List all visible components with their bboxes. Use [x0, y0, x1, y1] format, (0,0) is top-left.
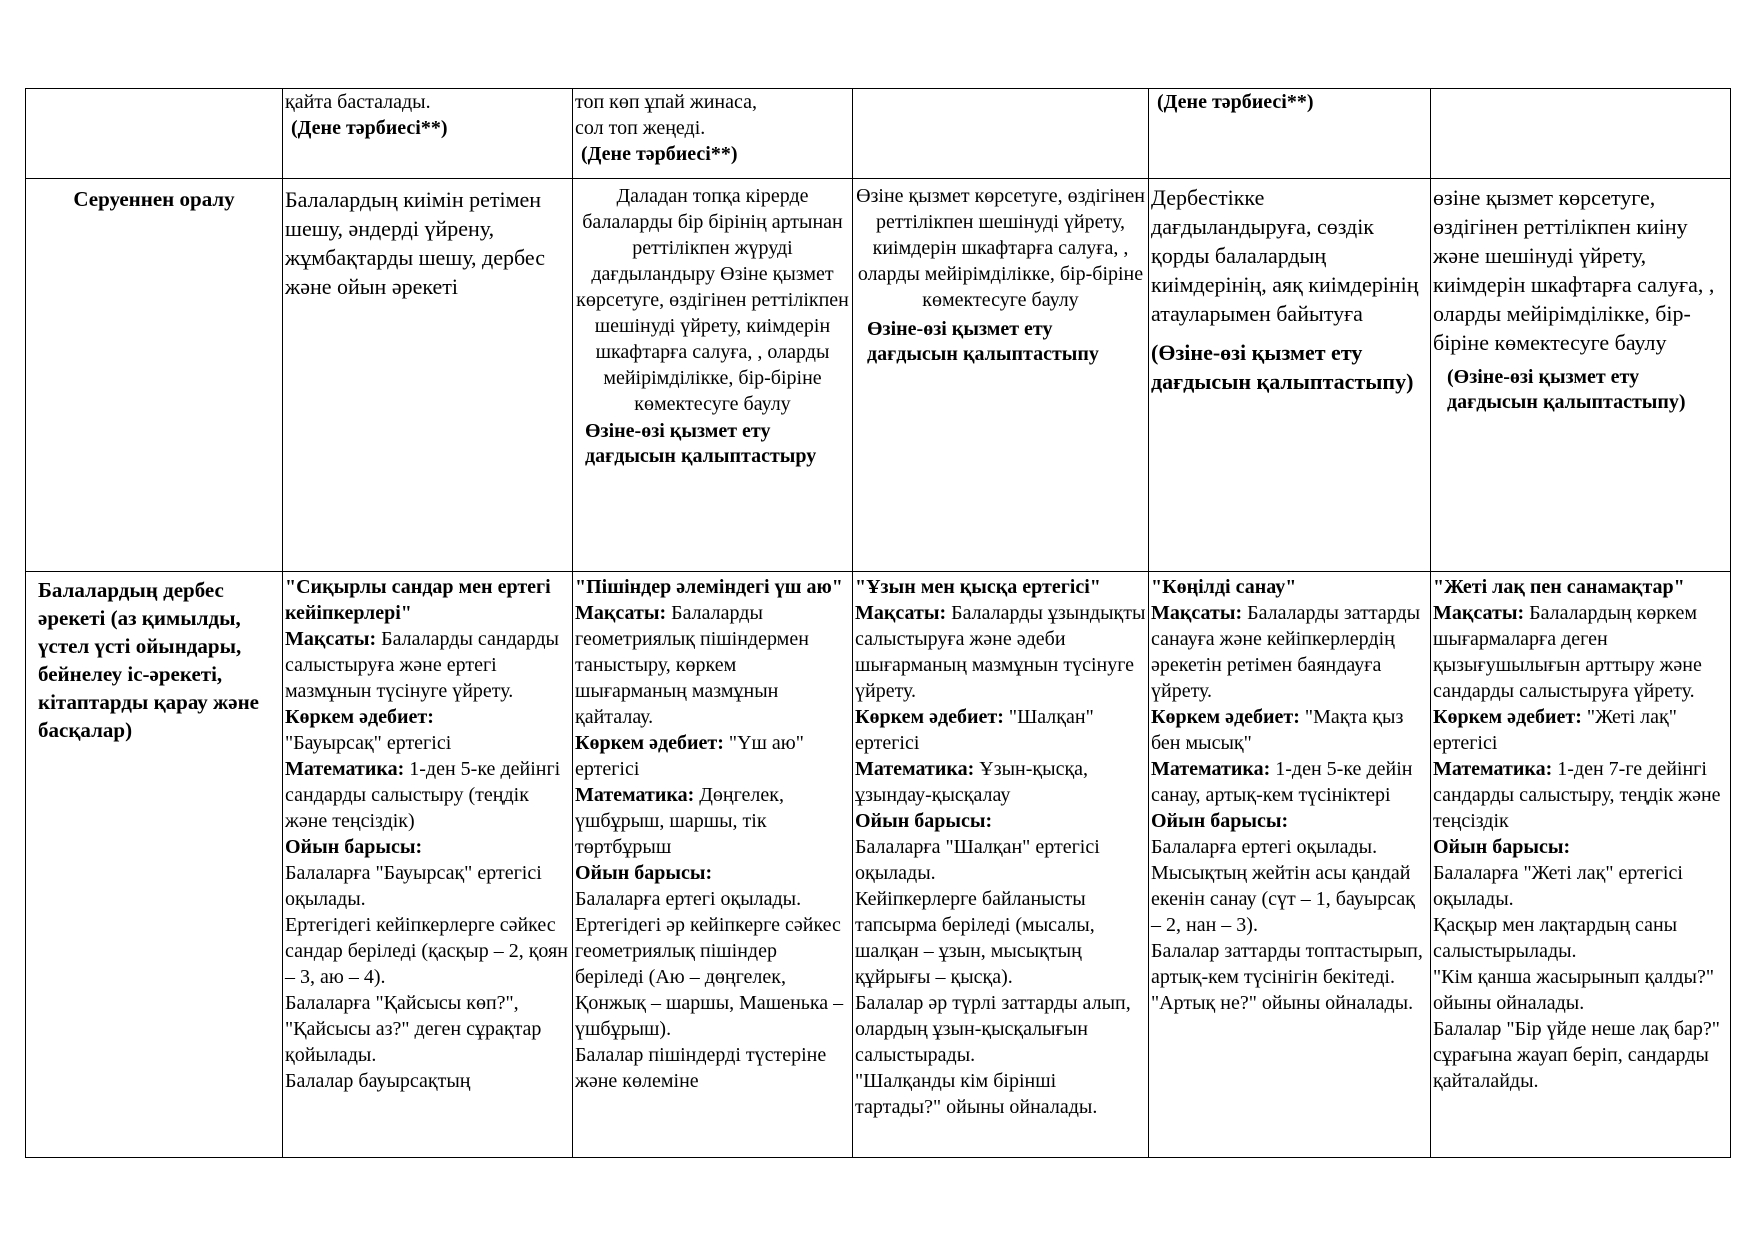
play-line: Балаларға ертегі оқылады. — [1151, 836, 1378, 858]
play-line: "Шалқанды кім бірінші тартады?" ойыны ойналады. — [855, 1070, 1098, 1118]
activity-title: "Жеті лақ пен санамақтар" — [1433, 576, 1685, 598]
activity-cell — [1431, 572, 1731, 1158]
activity-cell — [283, 572, 573, 1158]
play-line: "Артық не?" ойыны ойналады. — [1151, 992, 1414, 1014]
table-row — [26, 179, 1731, 572]
cell-text: Дербестікке дағдыландыруға, сөздік қорды балалардың киімдерінің, аяқ киімдерінің атауларымен байытуға — [1151, 185, 1419, 326]
literature-label: Көркем әдебиет: — [855, 706, 1004, 728]
cell-note: (Өзіне-өзі қызмет ету дағдысын қалыптастыпу) — [1447, 366, 1686, 413]
play-line: Ертегідегі кейіпкерлерге сәйкес сандар беріледі (қасқыр – 2, қоян – 3, аю – 4). — [285, 914, 568, 988]
literature-text: "Шалқан" ертегісі — [855, 706, 1094, 754]
math-text: 1-ден 5-ке дейін санау, артық-кем түсініктері — [1151, 758, 1413, 806]
goal-text: Балаларды заттарды санауға және кейіпкерлердің әрекетін ретімен баяндауға үйрету. — [1151, 602, 1421, 702]
play-line: Балаларға "Қайсысы көп?", "Қайсысы аз?" деген сұрақтар қойылады. — [285, 992, 542, 1066]
math-label: Математика: — [285, 758, 405, 780]
play-line: Балалар заттарды топтастырып, артық-кем түсінігін бекітеді. — [1151, 940, 1423, 988]
play-line: Ертегідегі әр кейіпкерге сәйкес геометриялық пішіндер беріледі (Аю – дөңгелек, Қонжық – шаршы, Машенька – үшбұрыш). — [575, 914, 844, 1040]
literature-text: "Жеті лақ" ертегісі — [1433, 706, 1677, 754]
play-line: Кейіпкерлерге байланысты тапсырма беріледі (мысалы, шалқан – ұзын, мысықтың құйрығы – қысқа). — [855, 888, 1095, 988]
literature-text: "Үш аю" ертегісі — [575, 732, 804, 780]
table-cell — [853, 179, 1149, 572]
table-cell — [283, 89, 573, 179]
cell-note: Өзіне-өзі қызмет ету дағдысын қалыптастыпу — [867, 318, 1099, 365]
math-text: Дөңгелек, үшбұрыш, шаршы, тік төртбұрыш — [575, 784, 785, 858]
cell-text: Балалардың киімін ретімен шешу, әндерді үйрену, жұмбақтарды шешу, дербес және ойын әрекеті — [285, 187, 545, 299]
literature-label: Көркем әдебиет: — [575, 732, 724, 754]
table-cell — [1431, 89, 1731, 179]
table-cell — [1431, 179, 1731, 572]
cell-text: топ көп ұпай жинаса, — [575, 91, 757, 113]
cell-text: сол топ жеңеді. — [575, 117, 706, 139]
goal-label: Мақсаты: — [1433, 602, 1525, 624]
goal-label: Мақсаты: — [285, 628, 377, 650]
activity-cell — [853, 572, 1149, 1158]
literature-label: Көркем әдебиет: — [1151, 706, 1300, 728]
cell-note: Өзіне-өзі қызмет ету дағдысын қалыптастыру — [585, 420, 817, 467]
play-label: Ойын барысы: — [1151, 810, 1289, 832]
math-text: Ұзын-қысқа, ұзындау-қысқалау — [855, 758, 1089, 806]
table-cell — [1149, 179, 1431, 572]
literature-label: Көркем әдебиет: — [1433, 706, 1582, 728]
goal-label: Мақсаты: — [575, 602, 667, 624]
activity-title: "Ұзын мен қысқа ертегісі" — [855, 576, 1101, 598]
table-cell — [283, 179, 573, 572]
literature-label: Көркем әдебиет: — [285, 706, 434, 728]
play-line: Балаларға "Бауырсақ" ертегісі оқылады. — [285, 862, 542, 910]
goal-text: Балаларды сандарды салыстыруға және ертегі мазмұнын түсінуге үйрету. — [285, 628, 559, 702]
play-line: Балалар бауырсақтың — [285, 1070, 471, 1092]
goal-label: Мақсаты: — [855, 602, 947, 624]
cell-text: өзіне қызмет көрсетуге, өздігінен реттілікпен киіну және шешінуді үйрету, киімдерін шкафтарға салуға, , оларды мейірімділікке, бір-біріне көмектесуге баулу — [1433, 185, 1715, 355]
play-line: "Кім қанша жасырынып қалды?" ойыны ойналады. — [1433, 966, 1714, 1014]
row-label-cell — [26, 572, 283, 1158]
activity-title: "Сиқырлы сандар мен ертегі кейіпкерлері" — [285, 576, 551, 624]
cell-note: (Дене тәрбиесі**) — [581, 143, 738, 165]
row-label-cell — [26, 89, 283, 179]
play-label: Ойын барысы: — [285, 836, 423, 858]
literature-text: "Мақта қыз бен мысық" — [1151, 706, 1404, 754]
play-line: Балаларға "Шалқан" ертегісі оқылады. — [855, 836, 1100, 884]
table-cell — [853, 89, 1149, 179]
cell-text: Өзіне қызмет көрсетуге, өздігінен реттілікпен шешінуді үйрету, киімдерін шкафтарға салуға, , оларды мейірімділікке, бір-біріне көмектесуге баулу — [856, 185, 1145, 311]
row-label: Серуеннен оралу — [73, 187, 235, 211]
literature-text: "Бауырсақ" ертегісі — [285, 732, 452, 754]
play-line: Балалар әр түрлі заттарды алып, олардың ұзын-қысқалығын салыстырады. — [855, 992, 1131, 1066]
table-cell — [1149, 89, 1431, 179]
cell-note: (Дене тәрбиесі**) — [1157, 91, 1314, 113]
play-line: Балалар "Бір үйде неше лақ бар?" сұрағына жауап беріп, сандарды қайталайды. — [1433, 1018, 1720, 1092]
activity-cell — [1149, 572, 1431, 1158]
play-line: Қасқыр мен лақтардың саны салыстырылады. — [1433, 914, 1678, 962]
cell-note: (Дене тәрбиесі**) — [291, 117, 448, 139]
math-text: 1-ден 7-ге дейінгі сандарды салыстыру, теңдік және теңсіздік — [1433, 758, 1721, 832]
math-label: Математика: — [1433, 758, 1553, 780]
table-cell — [573, 179, 853, 572]
row-label: Балалардың дербес әрекеті (аз қимылды, үстел үсті ойындары, бейнелеу іс-әрекеті, кітаптарды қарау және басқалар) — [38, 578, 260, 742]
math-label: Математика: — [575, 784, 695, 806]
plan-table — [25, 88, 1731, 1158]
math-label: Математика: — [1151, 758, 1271, 780]
goal-text: Балаларды геометриялық пішіндермен таныстыру, көркем шығарманың мазмұнын қайталау. — [575, 602, 809, 728]
table-row — [26, 572, 1731, 1158]
play-line: Балаларға ертегі оқылады. — [575, 888, 802, 910]
goal-text: Балалардың көркем шығармаларға деген қызығушылығын арттыру және сандарды салыстыруға үйрету. — [1433, 602, 1702, 702]
activity-cell — [573, 572, 853, 1158]
table-row — [26, 89, 1731, 179]
row-label-cell — [26, 179, 283, 572]
play-label: Ойын барысы: — [855, 810, 993, 832]
activity-title: "Көңілді санау" — [1151, 576, 1297, 598]
cell-text: қайта басталады. — [285, 91, 431, 113]
activity-title: "Пішіндер әлеміндегі үш аю" — [575, 576, 843, 598]
play-line: Балаларға "Жеті лақ" ертегісі оқылады. — [1433, 862, 1683, 910]
play-label: Ойын барысы: — [575, 862, 713, 884]
goal-label: Мақсаты: — [1151, 602, 1243, 624]
cell-text: Даладан топқа кірерде балаларды бір бірінің артынан реттілікпен жүруді дағдыландыру Өзіне қызмет көрсетуге, өздігінен реттілікпен шешінуді үйрету, киімдерін шкафтарға салуға, , оларды мейірімділікке, бір-біріне көмектесуге баулу — [576, 185, 849, 415]
goal-text: Балаларды ұзындықты салыстыруға және әдеби шығарманың мазмұнын түсінуге үйрету. — [855, 602, 1146, 702]
play-line: Мысықтың жейтін асы қандай екенін санау (сүт – 1, бауырсақ – 2, нан – 3). — [1151, 862, 1415, 936]
math-text: 1-ден 5-ке дейінгі сандарды салыстыру (теңдік және теңсіздік) — [285, 758, 561, 832]
cell-note: (Өзіне-өзі қызмет ету дағдысын қалыптастыпу) — [1151, 340, 1414, 394]
table-cell — [573, 89, 853, 179]
play-line: Балалар пішіндерді түстеріне және көлеміне — [575, 1044, 827, 1092]
math-label: Математика: — [855, 758, 975, 780]
play-label: Ойын барысы: — [1433, 836, 1571, 858]
